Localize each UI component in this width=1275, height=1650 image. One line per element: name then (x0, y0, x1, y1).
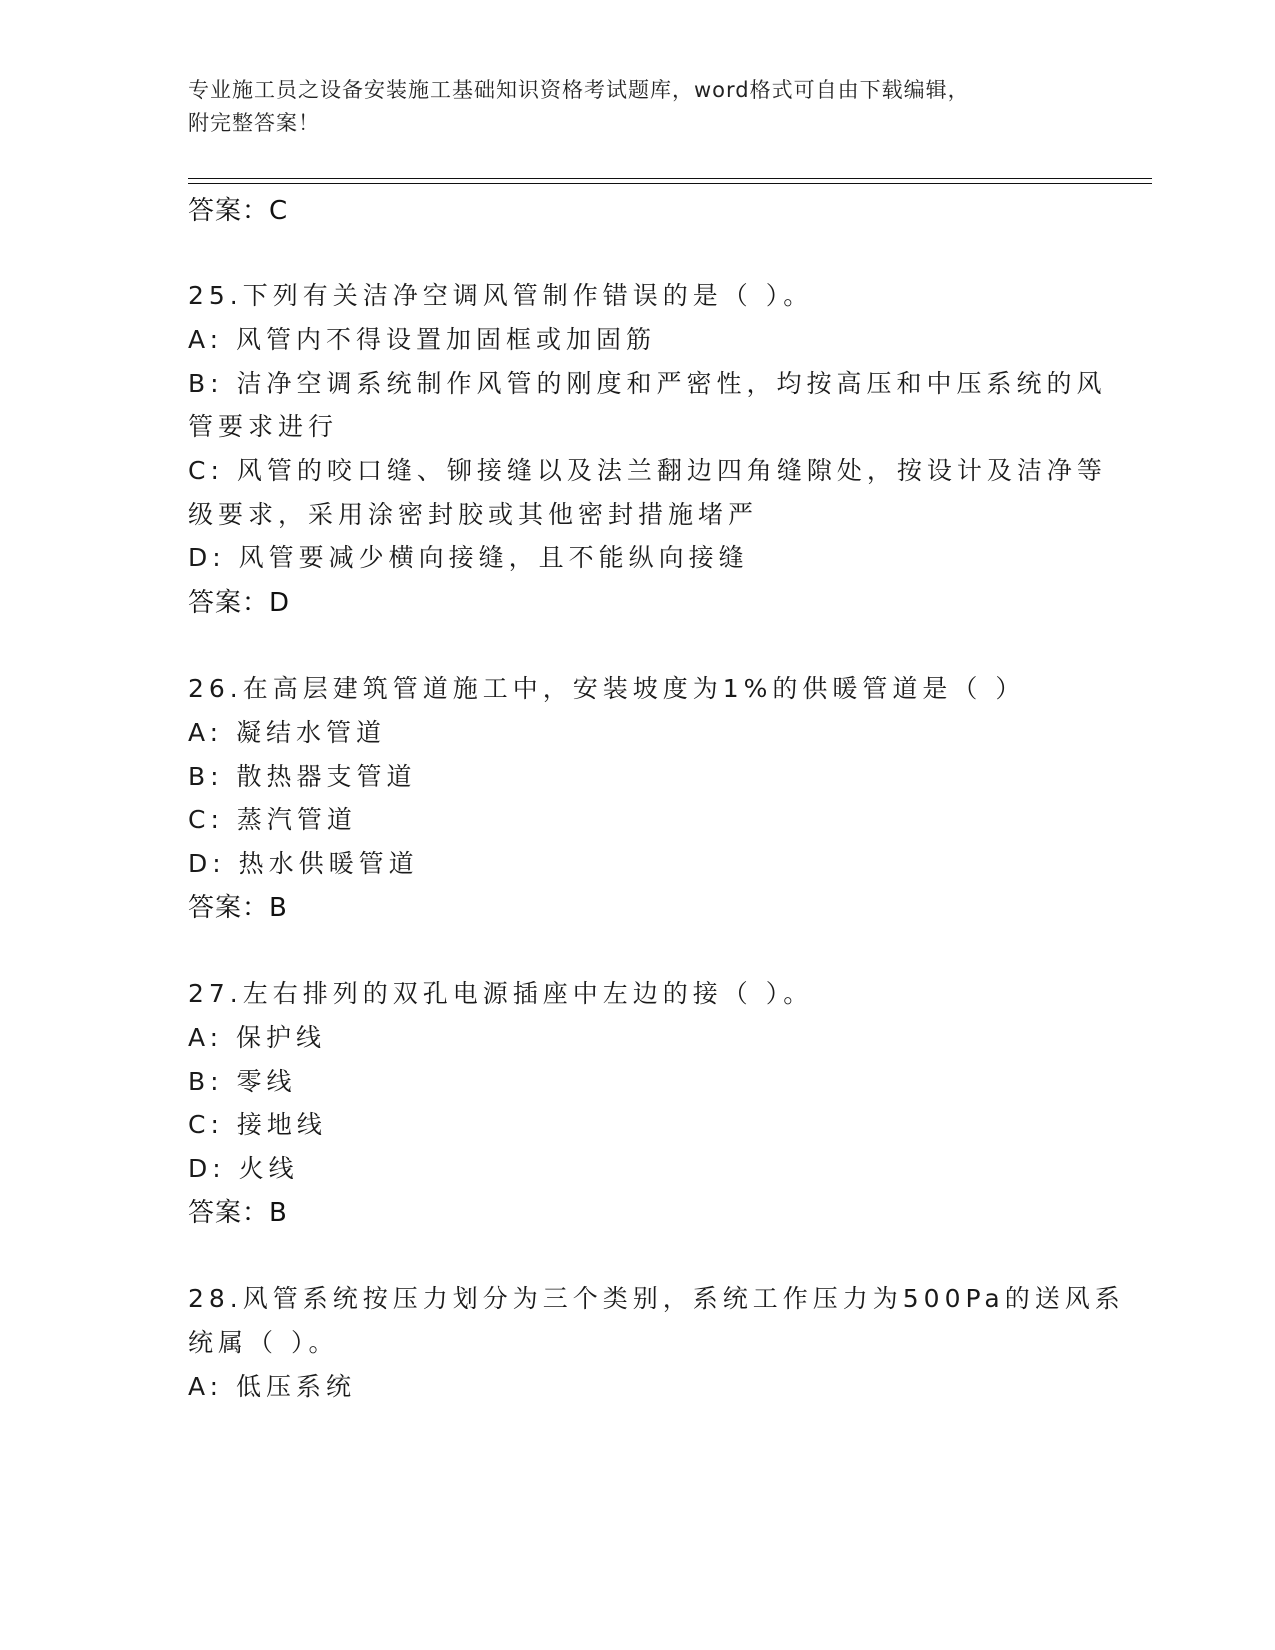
question-27-option-c: C: 接地线 (188, 1110, 327, 1139)
question-26-option-b: B: 散热器支管道 (188, 762, 417, 791)
document-header (188, 74, 1088, 140)
header-line-1: 专业施工员之设备安装施工基础知识资格考试题库，word格式可自由下载编辑， (188, 78, 970, 102)
question-25-option-b-line-1: B: 洁净空调系统制作风管的刚度和严密性，均按高压和中压系统的风 (188, 369, 1107, 398)
header-divider-bottom (188, 183, 1152, 184)
question-25-option-c-line-2: 级要求，采用涂密封胶或其他密封措施堵严 (188, 500, 759, 529)
answer-q24: 答案：C (188, 196, 289, 226)
question-25-option-d: D: 风管要减少横向接缝，且不能纵向接缝 (188, 543, 749, 572)
question-27-option-d: D: 火线 (188, 1154, 299, 1183)
question-26-option-a: A: 凝结水管道 (188, 718, 387, 747)
answer-q25: 答案：D (188, 588, 291, 618)
question-27-option-b: B: 零线 (188, 1067, 297, 1096)
question-25-option-c-line-1: C: 风管的咬口缝、铆接缝以及法兰翻边四角缝隙处，按设计及洁净等 (188, 456, 1107, 485)
header-divider-top (188, 178, 1152, 179)
question-28-stem-line-1: 28.风管系统按压力划分为三个类别，系统工作压力为500Pa的送风系 (188, 1284, 1125, 1313)
question-28-stem-line-2: 统属（ ）。 (188, 1328, 339, 1357)
question-25-option-a: A: 风管内不得设置加固框或加固筋 (188, 325, 657, 354)
answer-q27: 答案：B (188, 1198, 288, 1228)
question-25-stem: 25.下列有关洁净空调风管制作错误的是（ ）。 (188, 281, 814, 310)
question-27-stem: 27.左右排列的双孔电源插座中左边的接（ ）。 (188, 979, 814, 1008)
question-26-option-c: C: 蒸汽管道 (188, 805, 357, 834)
answer-q26: 答案：B (188, 893, 288, 923)
question-26-stem: 26.在高层建筑管道施工中，安装坡度为1%的供暖管道是（ ） (188, 674, 1026, 703)
question-27-option-a: A: 保护线 (188, 1023, 327, 1052)
question-25-option-b-line-2: 管要求进行 (188, 412, 339, 441)
header-line-2: 附完整答案！ (188, 111, 320, 135)
question-28-option-a: A: 低压系统 (188, 1372, 357, 1401)
question-26-option-d: D: 热水供暖管道 (188, 849, 419, 878)
